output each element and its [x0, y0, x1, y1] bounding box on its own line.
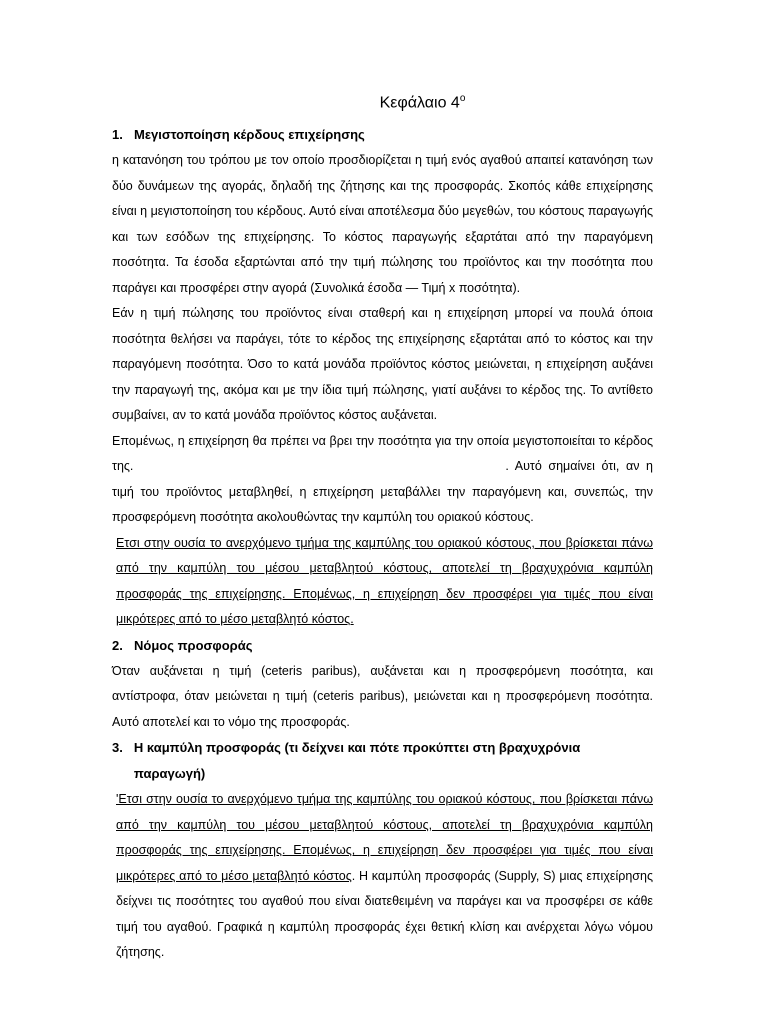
- title-superscript: ο: [459, 93, 466, 104]
- paragraph-text: . Αυτό σημαίνει ότι, αν η τιμή του προϊόντος μεταβληθεί, η επιχείρηση μεταβάλλει την παραγόμενη και, συνεπώς, την προσφερόμενη ποσότητα ακολουθώντας την καμπύλη του οριακού κόστους.: [112, 459, 653, 525]
- paragraph-text: Επομένως, η επιχείρηση θα πρέπει να βρει την ποσότητα για την οποία μεγιστοποιείται το κέρδος της.: [112, 433, 653, 474]
- underlined-paragraph: Ετσι στην ουσία το ανερχόμενο τμήμα της καμπύλης του οριακού κόστους, που βρίσκεται πάνω από την καμπύλη του μέσου μεταβλητού κόστους, αποτελεί τη βραχυχρόνια καμπύλη προσφοράς της επιχείρησης. Επομένως, η επιχείρηση δεν προσφέρει για τιμές που είναι μικρότερες από το μέσο μεταβλητό κόστος.: [116, 535, 653, 627]
- section-title: Νόμος προσφοράς: [134, 637, 253, 653]
- title-text: Κεφάλαιο 4: [379, 94, 460, 112]
- paragraph: η κατανόηση του τρόπου με τον οποίο προσδιορίζεται η τιμή ενός αγαθού απαιτεί κατανόηση των δύο δυνάμεων της αγοράς, δηλαδή της ζήτησης και της προσφοράς. Σκοπός κάθε επιχείρησης είναι η μεγιστοποίηση του κέρδους. Αυτό είναι αποτέλεσμα δύο μεγεθών, του κόστους παραγωγής και των εσόδων της επιχείρησης. Το κόστος παραγωγής εξαρτάται από την παραγόμενη ποσότητα. Τα έσοδα εξαρτώνται από την τιμή πώλησης του προϊόντος και την ποσότητα που παράγει και προσφέρει στην αγορά (Συνολικά έσοδα — Τιμή x ποσότητα).: [112, 153, 653, 295]
- section-heading-3: [112, 735, 653, 787]
- paragraph: [112, 429, 653, 531]
- paragraph: [112, 787, 653, 966]
- section-heading-1: [112, 122, 653, 148]
- paragraph: Όταν αυξάνεται η τιμή (ceteris paribus), αυξάνεται και η προσφερόμενη ποσότητα, και αντίστροφα, όταν μειώνεται η τιμή (ceteris paribus), μειώνεται και η προσφερόμενη ποσότητα. Αυτό αποτελεί και το νόμο της προσφοράς.: [112, 663, 653, 729]
- section-number: 2.: [112, 637, 123, 653]
- underlined-text: 'Ετσι στην ουσία το ανερχόμενο τμήμα της καμπύλης του οριακού κόστους, που βρίσκεται πάνω από την καμπύλη του μέσου μεταβλητού κόστους, αποτελεί τη βραχυχρόνια καμπύλη προσφοράς της επιχείρησης. Επομένως, η επιχείρηση δεν προσφέρει για τιμές που είναι μικρότερες από το μέσο μεταβλητό κόστος: [116, 792, 653, 883]
- paragraph-text: . Η καμπύλη προσφοράς (Supply, S) μιας επιχείρησης δείχνει τις ποσότητες του αγαθού που είναι διατεθειμένη να παράγει και να προσφέρει σε κάθε τιμή του αγαθού. Γραφικά η καμπύλη προσφοράς έχει θετική κλίση και ανέρχεται λόγω νόμου ζήτησης.: [116, 868, 653, 960]
- section-title: Η καμπύλη προσφοράς (τι δείχνει και πότε προκύπτει στη βραχυχρόνια παραγωγή): [133, 740, 581, 782]
- section-heading-2: [112, 633, 653, 659]
- section-number: 3.: [112, 740, 123, 756]
- paragraph: Εάν η τιμή πώλησης του προϊόντος είναι σταθερή και η επιχείρηση μπορεί να πουλά όποια ποσότητα θελήσει να παράγει, τότε το κέρδος της επιχείρησης εξαρτάται από το κόστος και την παραγόμενη ποσότητα. Όσο το κατά μονάδα προϊόντος κόστος μειώνεται, η επιχείρηση αυξάνει την παραγωγή της, ακόμα και με την ίδια τιμή πώλησης, γιατί αυξάνει το κέρδος της. Το αντίθετο συμβαίνει, αν το κατά μονάδα προϊόντος κόστος αυξάνεται.: [112, 306, 653, 423]
- section-number: 1.: [112, 127, 123, 143]
- document-page: [112, 84, 653, 966]
- section-title: Μεγιστοποίηση κέρδους επιχείρησης: [134, 127, 365, 143]
- page-title: [112, 84, 653, 118]
